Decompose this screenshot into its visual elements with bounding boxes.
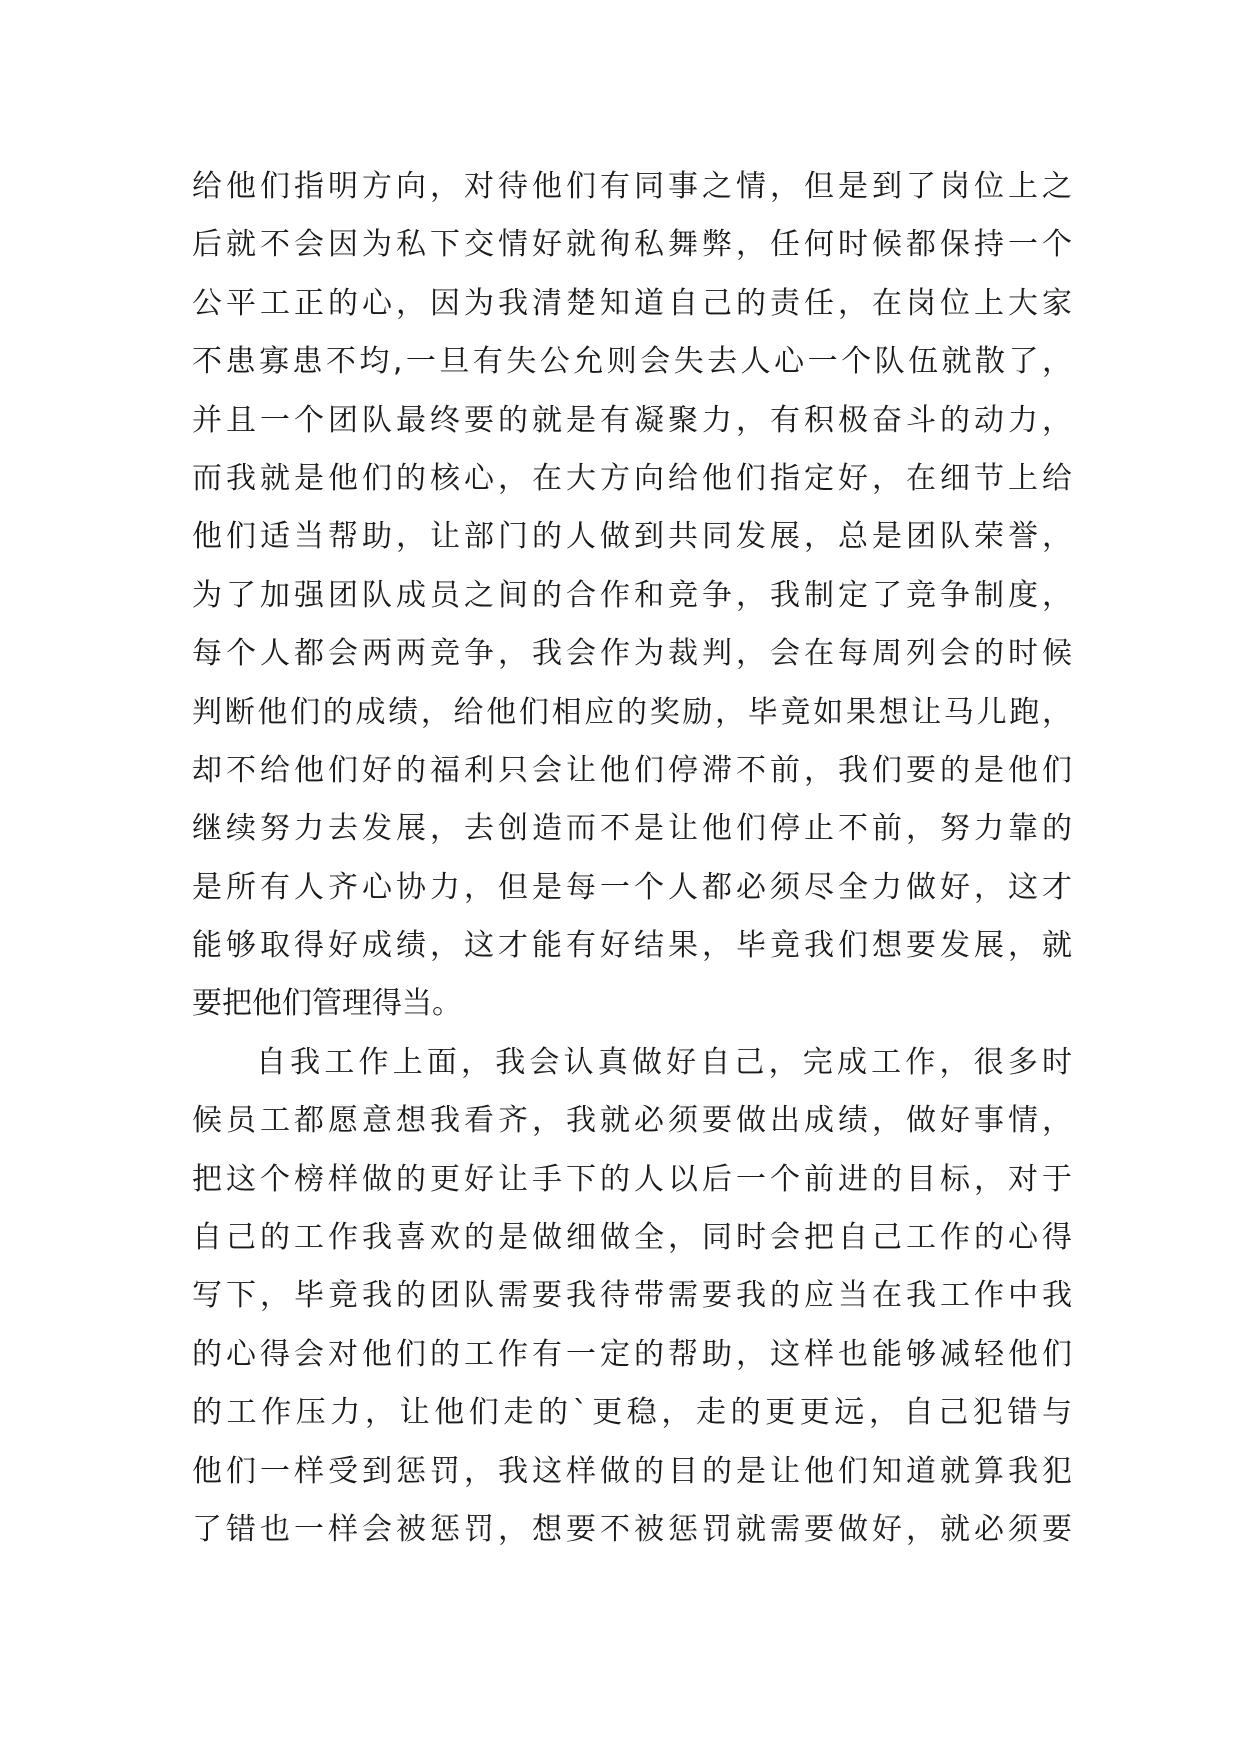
text-line: 能够取得好成绩，这才能有好结果，毕竟我们想要发展，就: [192, 928, 1072, 964]
text-line: 并且一个团队最终要的就是有凝聚力，有积极奋斗的动力，: [192, 402, 1072, 438]
text-line: 他们一样受到惩罚，我这样做的目的是让他们知道就算我犯: [192, 1453, 1072, 1489]
body-text: [192, 158, 1072, 1559]
text-line: 的心得会对他们的工作有一定的帮助，这样也能够减轻他们: [192, 1336, 1072, 1372]
text-line: 而我就是他们的核心，在大方向给他们指定好，在细节上给: [192, 460, 1072, 496]
text-line: 不患寡患不均,一旦有失公允则会失去人心一个队伍就散了，: [192, 344, 1072, 380]
text-line: 的工作压力，让他们走的`更稳，走的更更远，自己犯错与: [192, 1395, 1072, 1431]
text-line: 写下，毕竟我的团队需要我待带需要我的应当在我工作中我: [192, 1278, 1072, 1314]
text-line: 判断他们的成绩，给他们相应的奖励，毕竟如果想让马儿跑，: [192, 694, 1072, 730]
text-line: 每个人都会两两竞争，我会作为裁判，会在每周列会的时候: [192, 636, 1072, 672]
text-line: 继续努力去发展，去创造而不是让他们停止不前，努力靠的: [192, 811, 1072, 847]
text-line: 了错也一样会被惩罚，想要不被惩罚就需要做好，就必须要: [192, 1511, 1072, 1547]
text-line: 候员工都愿意想我看齐，我就必须要做出成绩，做好事情，: [192, 1103, 1072, 1139]
text-line: 他们适当帮助，让部门的人做到共同发展，总是团队荣誉，: [192, 519, 1072, 555]
text-line: 给他们指明方向，对待他们有同事之情，但是到了岗位上之: [192, 169, 1072, 204]
text-line: 是所有人齐心协力，但是每一个人都必须尽全力做好，这才: [192, 869, 1072, 905]
text-line: 把这个榜样做的更好让手下的人以后一个前进的目标，对于: [192, 1161, 1072, 1197]
paragraph-first-line: 自我工作上面，我会认真做好自己，完成工作，很多时: [256, 1044, 1072, 1080]
text-line: 后就不会因为私下交情好就徇私舞弊，任何时候都保持一个: [192, 227, 1072, 263]
text-line: 为了加强团队成员之间的合作和竞争，我制定了竞争制度，: [192, 577, 1072, 613]
text-line: 却不给他们好的福利只会让他们停滞不前，我们要的是他们: [192, 752, 1072, 788]
text-line: 自己的工作我喜欢的是做细做全，同时会把自己工作的心得: [192, 1220, 1072, 1256]
text-line: 要把他们管理得当。: [192, 986, 462, 1022]
text-line: 公平工正的心，因为我清楚知道自己的责任，在岗位上大家: [192, 285, 1072, 321]
